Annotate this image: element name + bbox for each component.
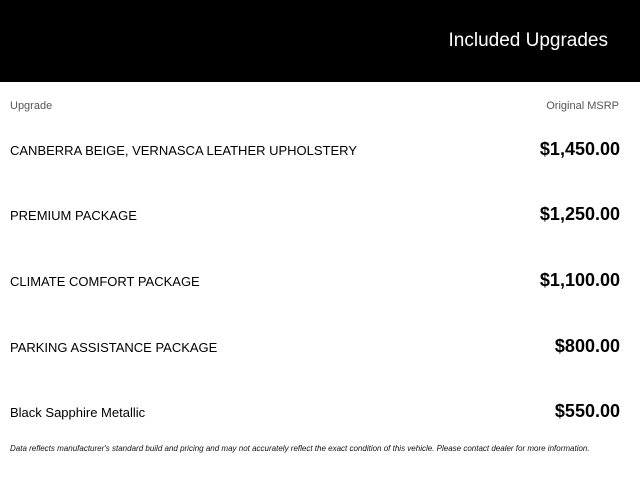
upgrade-price: $550.00 [554,401,620,421]
upgrade-price: $800.00 [554,336,620,356]
header-bar [0,0,640,82]
upgrade-row [10,332,620,362]
upgrade-row [10,135,620,165]
upgrade-price: $1,450.00 [539,139,620,159]
page-title: Included Upgrades [448,30,608,51]
upgrade-price: $1,250.00 [539,204,620,224]
disclaimer-text: Data reflects manufacturer's standard build and pricing and may not accurately reflect the exact condition of this vehicle. Please contact dealer for more information. [10,444,590,453]
upgrade-name: CLIMATE COMFORT PACKAGE [10,274,200,289]
upgrade-row [10,397,620,427]
upgrade-price: $1,100.00 [539,270,620,290]
column-header-msrp: Original MSRP [546,100,619,112]
upgrade-row [10,200,620,230]
upgrade-row [10,266,620,296]
upgrade-name: PARKING ASSISTANCE PACKAGE [10,340,218,355]
upgrade-name: CANBERRA BEIGE, VERNASCA LEATHER UPHOLSTERY [10,143,358,158]
upgrade-name: PREMIUM PACKAGE [10,208,137,223]
upgrade-name: Black Sapphire Metallic [10,405,146,420]
column-header-upgrade: Upgrade [10,100,53,112]
